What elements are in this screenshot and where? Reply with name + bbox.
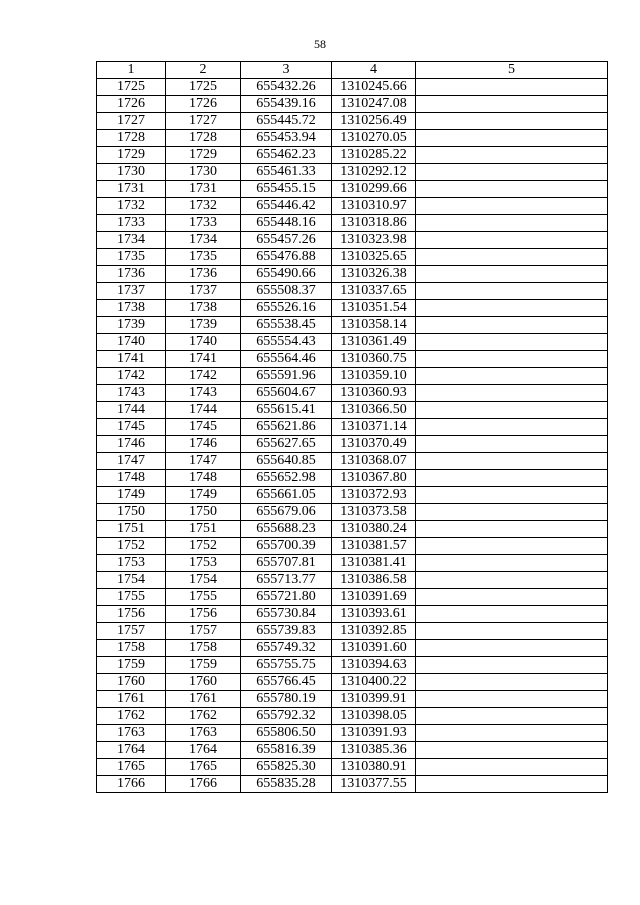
table-cell-col4: 1310398.05 [332, 708, 416, 725]
table-cell-col2: 1745 [166, 419, 241, 436]
table-cell-col4: 1310373.58 [332, 504, 416, 521]
table-cell-col2: 1762 [166, 708, 241, 725]
table-cell-col1: 1765 [97, 759, 166, 776]
table-cell-col2: 1746 [166, 436, 241, 453]
table-cell-col5 [416, 555, 608, 572]
table-cell-col1: 1738 [97, 300, 166, 317]
table-cell-col4: 1310358.14 [332, 317, 416, 334]
table-cell-col3: 655615.41 [241, 402, 332, 419]
table-cell-col3: 655591.96 [241, 368, 332, 385]
table-cell-col4: 1310285.22 [332, 147, 416, 164]
table-row [97, 657, 608, 674]
table-cell-col4: 1310391.60 [332, 640, 416, 657]
table-cell-col5 [416, 164, 608, 181]
table-cell-col1: 1733 [97, 215, 166, 232]
table-cell-col3: 655652.98 [241, 470, 332, 487]
table-row [97, 164, 608, 181]
table-cell-col5 [416, 113, 608, 130]
table-cell-col1: 1737 [97, 283, 166, 300]
table-cell-col5 [416, 521, 608, 538]
table-row [97, 691, 608, 708]
table-cell-col3: 655457.26 [241, 232, 332, 249]
table-cell-col2: 1742 [166, 368, 241, 385]
table-row [97, 487, 608, 504]
table-cell-col3: 655455.15 [241, 181, 332, 198]
table-cell-col3: 655462.23 [241, 147, 332, 164]
table-row [97, 470, 608, 487]
table-row [97, 266, 608, 283]
table-row [97, 606, 608, 623]
table-cell-col4: 1310385.36 [332, 742, 416, 759]
table-cell-col4: 1310299.66 [332, 181, 416, 198]
table-cell-col5 [416, 487, 608, 504]
table-cell-col4: 1310245.66 [332, 79, 416, 96]
table-cell-col1: 1746 [97, 436, 166, 453]
table-cell-col1: 1758 [97, 640, 166, 657]
table-cell-col4: 1310361.49 [332, 334, 416, 351]
table-cell-col4: 1310391.93 [332, 725, 416, 742]
table-row [97, 504, 608, 521]
table-row [97, 538, 608, 555]
table-cell-col3: 655604.67 [241, 385, 332, 402]
table-cell-col1: 1764 [97, 742, 166, 759]
table-cell-col1: 1726 [97, 96, 166, 113]
table-cell-col1: 1728 [97, 130, 166, 147]
table-cell-col4: 1310351.54 [332, 300, 416, 317]
table-row [97, 147, 608, 164]
table-row [97, 96, 608, 113]
table-cell-col4: 1310326.38 [332, 266, 416, 283]
table-row [97, 708, 608, 725]
table-cell-col2: 1756 [166, 606, 241, 623]
table-row [97, 623, 608, 640]
table-row [97, 555, 608, 572]
table-cell-col3: 655700.39 [241, 538, 332, 555]
table-cell-col2: 1758 [166, 640, 241, 657]
table-cell-col1: 1743 [97, 385, 166, 402]
table-cell-col2: 1739 [166, 317, 241, 334]
table-row [97, 334, 608, 351]
table-cell-col2: 1735 [166, 249, 241, 266]
table-row [97, 351, 608, 368]
table-row [97, 113, 608, 130]
table-cell-col2: 1725 [166, 79, 241, 96]
table-cell-col2: 1752 [166, 538, 241, 555]
table-row [97, 436, 608, 453]
table-row [97, 640, 608, 657]
table-cell-col1: 1763 [97, 725, 166, 742]
table-cell-col4: 1310325.65 [332, 249, 416, 266]
table-cell-col3: 655713.77 [241, 572, 332, 589]
table-row [97, 198, 608, 215]
table-cell-col5 [416, 79, 608, 96]
table-cell-col1: 1742 [97, 368, 166, 385]
table-cell-col3: 655661.05 [241, 487, 332, 504]
table-cell-col4: 1310392.85 [332, 623, 416, 640]
table-cell-col2: 1737 [166, 283, 241, 300]
table-cell-col2: 1751 [166, 521, 241, 538]
table-row [97, 215, 608, 232]
table-cell-col4: 1310370.49 [332, 436, 416, 453]
table-cell-col5 [416, 470, 608, 487]
table-cell-col1: 1740 [97, 334, 166, 351]
table-cell-col5 [416, 589, 608, 606]
table-row [97, 776, 608, 793]
table-cell-col2: 1744 [166, 402, 241, 419]
table-row [97, 572, 608, 589]
table-cell-col5 [416, 181, 608, 198]
table-cell-col2: 1750 [166, 504, 241, 521]
table-cell-col3: 655640.85 [241, 453, 332, 470]
table-cell-col5 [416, 419, 608, 436]
table-row [97, 283, 608, 300]
table-cell-col2: 1749 [166, 487, 241, 504]
table-cell-col3: 655816.39 [241, 742, 332, 759]
table-row [97, 453, 608, 470]
table-cell-col5 [416, 776, 608, 793]
table-cell-col5 [416, 96, 608, 113]
table-cell-col4: 1310372.93 [332, 487, 416, 504]
table-cell-col3: 655564.46 [241, 351, 332, 368]
table-cell-col1: 1761 [97, 691, 166, 708]
column-header-2: 2 [166, 62, 241, 79]
table-cell-col4: 1310323.98 [332, 232, 416, 249]
table-cell-col3: 655806.50 [241, 725, 332, 742]
table-cell-col3: 655730.84 [241, 606, 332, 623]
table-cell-col4: 1310371.14 [332, 419, 416, 436]
table-row [97, 674, 608, 691]
table-cell-col1: 1754 [97, 572, 166, 589]
table-cell-col2: 1754 [166, 572, 241, 589]
table-cell-col5 [416, 198, 608, 215]
table-cell-col2: 1741 [166, 351, 241, 368]
table-row [97, 249, 608, 266]
table-cell-col4: 1310394.63 [332, 657, 416, 674]
table-cell-col2: 1730 [166, 164, 241, 181]
table-row [97, 300, 608, 317]
table-cell-col5 [416, 504, 608, 521]
table-cell-col1: 1751 [97, 521, 166, 538]
table-row [97, 385, 608, 402]
table-cell-col3: 655792.32 [241, 708, 332, 725]
table-cell-col2: 1753 [166, 555, 241, 572]
table-cell-col4: 1310337.65 [332, 283, 416, 300]
table-cell-col3: 655679.06 [241, 504, 332, 521]
table-cell-col4: 1310359.10 [332, 368, 416, 385]
table-cell-col3: 655448.16 [241, 215, 332, 232]
table-cell-col1: 1749 [97, 487, 166, 504]
table-row [97, 181, 608, 198]
table-cell-col2: 1766 [166, 776, 241, 793]
table-cell-col3: 655476.88 [241, 249, 332, 266]
table-cell-col1: 1760 [97, 674, 166, 691]
table-cell-col5 [416, 266, 608, 283]
table-cell-col5 [416, 402, 608, 419]
table-cell-col3: 655432.26 [241, 79, 332, 96]
table-cell-col5 [416, 368, 608, 385]
table-cell-col5 [416, 385, 608, 402]
table-cell-col2: 1755 [166, 589, 241, 606]
table-cell-col1: 1734 [97, 232, 166, 249]
table-cell-col3: 655538.45 [241, 317, 332, 334]
table-row [97, 589, 608, 606]
table-cell-col5 [416, 351, 608, 368]
table-cell-col2: 1747 [166, 453, 241, 470]
table-cell-col3: 655490.66 [241, 266, 332, 283]
table-cell-col4: 1310360.75 [332, 351, 416, 368]
table-cell-col3: 655739.83 [241, 623, 332, 640]
table-cell-col1: 1731 [97, 181, 166, 198]
table-cell-col2: 1761 [166, 691, 241, 708]
table-cell-col5 [416, 453, 608, 470]
table-cell-col1: 1757 [97, 623, 166, 640]
table-cell-col4: 1310367.80 [332, 470, 416, 487]
table-cell-col4: 1310256.49 [332, 113, 416, 130]
table-cell-col3: 655439.16 [241, 96, 332, 113]
table-cell-col2: 1727 [166, 113, 241, 130]
table-cell-col5 [416, 130, 608, 147]
table-cell-col4: 1310318.86 [332, 215, 416, 232]
table-cell-col4: 1310247.08 [332, 96, 416, 113]
column-header-5: 5 [416, 62, 608, 79]
table-cell-col3: 655766.45 [241, 674, 332, 691]
table-cell-col3: 655707.81 [241, 555, 332, 572]
table-cell-col3: 655749.32 [241, 640, 332, 657]
table-cell-col2: 1726 [166, 96, 241, 113]
table-cell-col1: 1752 [97, 538, 166, 555]
table-cell-col4: 1310400.22 [332, 674, 416, 691]
table-cell-col2: 1740 [166, 334, 241, 351]
table-cell-col5 [416, 623, 608, 640]
table-cell-col2: 1765 [166, 759, 241, 776]
table-cell-col5 [416, 606, 608, 623]
table-body [97, 79, 608, 793]
table-cell-col5 [416, 742, 608, 759]
table-cell-col5 [416, 300, 608, 317]
table-cell-col2: 1748 [166, 470, 241, 487]
table-cell-col1: 1739 [97, 317, 166, 334]
table-cell-col1: 1747 [97, 453, 166, 470]
table-cell-col4: 1310399.91 [332, 691, 416, 708]
table-cell-col1: 1755 [97, 589, 166, 606]
table-cell-col1: 1727 [97, 113, 166, 130]
table-cell-col3: 655755.75 [241, 657, 332, 674]
table-cell-col4: 1310366.50 [332, 402, 416, 419]
table-cell-col4: 1310292.12 [332, 164, 416, 181]
table-cell-col5 [416, 674, 608, 691]
table-cell-col5 [416, 249, 608, 266]
table-row [97, 759, 608, 776]
table-cell-col4: 1310368.07 [332, 453, 416, 470]
table-cell-col3: 655526.16 [241, 300, 332, 317]
table-cell-col5 [416, 232, 608, 249]
table-cell-col4: 1310381.41 [332, 555, 416, 572]
table-cell-col2: 1760 [166, 674, 241, 691]
table-cell-col3: 655780.19 [241, 691, 332, 708]
table-cell-col1: 1756 [97, 606, 166, 623]
table-cell-col3: 655621.86 [241, 419, 332, 436]
table-row [97, 725, 608, 742]
table-cell-col2: 1731 [166, 181, 241, 198]
table-cell-col5 [416, 283, 608, 300]
table-cell-col5 [416, 708, 608, 725]
table-cell-col5 [416, 759, 608, 776]
table-cell-col2: 1759 [166, 657, 241, 674]
table-cell-col5 [416, 147, 608, 164]
table-cell-col4: 1310270.05 [332, 130, 416, 147]
table-cell-col4: 1310360.93 [332, 385, 416, 402]
table-cell-col1: 1744 [97, 402, 166, 419]
table-cell-col1: 1732 [97, 198, 166, 215]
table-cell-col5 [416, 317, 608, 334]
column-header-4: 4 [332, 62, 416, 79]
table-row [97, 130, 608, 147]
table-cell-col3: 655825.30 [241, 759, 332, 776]
table-cell-col1: 1748 [97, 470, 166, 487]
page-number: 58 [314, 37, 326, 51]
table-cell-col2: 1729 [166, 147, 241, 164]
table-row [97, 232, 608, 249]
table-cell-col4: 1310380.24 [332, 521, 416, 538]
table-cell-col4: 1310386.58 [332, 572, 416, 589]
table-row [97, 521, 608, 538]
table-cell-col3: 655461.33 [241, 164, 332, 181]
table-cell-col3: 655508.37 [241, 283, 332, 300]
table-cell-col1: 1759 [97, 657, 166, 674]
column-header-3: 3 [241, 62, 332, 79]
table-cell-col5 [416, 334, 608, 351]
table-cell-col1: 1725 [97, 79, 166, 96]
table-row [97, 402, 608, 419]
table-cell-col1: 1729 [97, 147, 166, 164]
table-cell-col2: 1738 [166, 300, 241, 317]
table-row [97, 419, 608, 436]
table-cell-col4: 1310310.97 [332, 198, 416, 215]
table-cell-col3: 655627.65 [241, 436, 332, 453]
table-cell-col3: 655554.43 [241, 334, 332, 351]
table-cell-col4: 1310380.91 [332, 759, 416, 776]
table-cell-col4: 1310391.69 [332, 589, 416, 606]
table-cell-col2: 1733 [166, 215, 241, 232]
table-header-row [97, 62, 608, 79]
table-cell-col5 [416, 538, 608, 555]
table-cell-col1: 1762 [97, 708, 166, 725]
table-row [97, 79, 608, 96]
table-cell-col5 [416, 215, 608, 232]
table-cell-col5 [416, 691, 608, 708]
table-cell-col2: 1728 [166, 130, 241, 147]
table-cell-col5 [416, 725, 608, 742]
table-cell-col2: 1757 [166, 623, 241, 640]
table-cell-col1: 1745 [97, 419, 166, 436]
table-cell-col5 [416, 572, 608, 589]
table-cell-col1: 1730 [97, 164, 166, 181]
table-row [97, 368, 608, 385]
table-cell-col1: 1736 [97, 266, 166, 283]
coordinates-table [96, 61, 608, 793]
table-cell-col1: 1750 [97, 504, 166, 521]
table-cell-col3: 655688.23 [241, 521, 332, 538]
table-cell-col2: 1763 [166, 725, 241, 742]
table-cell-col1: 1741 [97, 351, 166, 368]
table-cell-col3: 655453.94 [241, 130, 332, 147]
table-row [97, 742, 608, 759]
table-cell-col3: 655721.80 [241, 589, 332, 606]
column-header-1: 1 [97, 62, 166, 79]
table-cell-col2: 1764 [166, 742, 241, 759]
table-cell-col2: 1732 [166, 198, 241, 215]
table-cell-col3: 655446.42 [241, 198, 332, 215]
table-cell-col4: 1310381.57 [332, 538, 416, 555]
table-cell-col5 [416, 657, 608, 674]
table-cell-col5 [416, 436, 608, 453]
table-cell-col1: 1766 [97, 776, 166, 793]
table-cell-col4: 1310393.61 [332, 606, 416, 623]
table-cell-col2: 1736 [166, 266, 241, 283]
table-cell-col3: 655445.72 [241, 113, 332, 130]
table-row [97, 317, 608, 334]
table-cell-col1: 1735 [97, 249, 166, 266]
table-cell-col2: 1743 [166, 385, 241, 402]
table-cell-col1: 1753 [97, 555, 166, 572]
table-cell-col5 [416, 640, 608, 657]
table-cell-col3: 655835.28 [241, 776, 332, 793]
table-cell-col4: 1310377.55 [332, 776, 416, 793]
table-cell-col2: 1734 [166, 232, 241, 249]
